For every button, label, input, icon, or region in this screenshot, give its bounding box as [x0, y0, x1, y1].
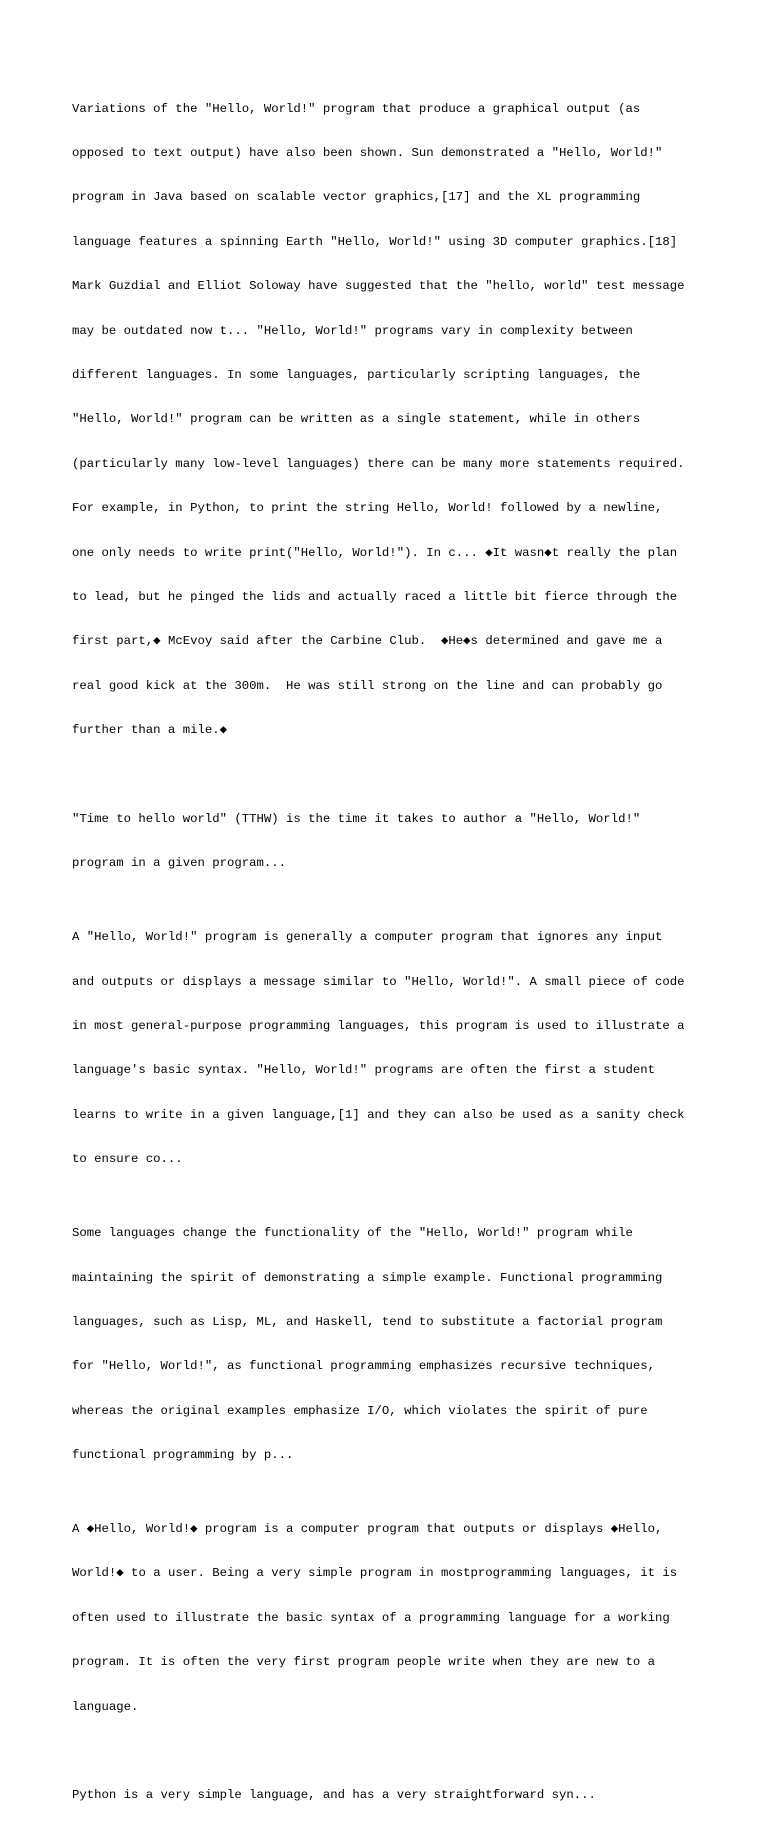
paragraph-python	[72, 1759, 712, 1833]
text-line: whereas the original examples emphasize I/O, which violates the spirit of pure	[72, 1403, 648, 1418]
text-line: to lead, but he pinged the lids and actually raced a little bit fierce through the	[72, 589, 678, 604]
text-line: different languages. In some languages, particularly scripting languages, the	[72, 367, 641, 382]
text-line: (particularly many low-level languages) there can be many more statements required.	[72, 456, 685, 471]
text-line: program in Java based on scalable vector graphics,[17] and the XL programming	[72, 190, 641, 205]
text-line: and outputs or displays a message similar to "Hello, World!". A small piece of code	[72, 974, 685, 989]
text-line: further than a mile.◆	[72, 723, 227, 738]
paragraph-gap	[72, 1744, 712, 1759]
text-line: language's basic syntax. "Hello, World!" programs are often the first a student	[72, 1063, 655, 1078]
text-line: language.	[72, 1699, 139, 1714]
text-line: one only needs to write print("Hello, World!"). In c... ◆It wasn◆t really the plan	[72, 545, 678, 560]
paragraph-gap	[72, 767, 712, 782]
paragraph-functional-languages	[72, 1197, 712, 1493]
text-line: opposed to text output) have also been shown. Sun demonstrated a "Hello, World!"	[72, 145, 663, 160]
paragraph-hello-world-definition	[72, 901, 712, 1197]
text-line: functional programming by p...	[72, 1448, 294, 1463]
text-line: Mark Guzdial and Elliot Soloway have suggested that the "hello, world" test message	[72, 279, 685, 294]
text-line: For example, in Python, to print the string Hello, World! followed by a newline,	[72, 501, 663, 516]
paragraph-graphical-variations	[72, 72, 712, 767]
text-line: language features a spinning Earth "Hello, World!" using 3D computer graphics.[18]	[72, 234, 678, 249]
text-line: may be outdated now t... "Hello, World!" programs vary in complexity between	[72, 323, 633, 338]
text-line: to ensure co...	[72, 1152, 183, 1167]
text-line: languages, such as Lisp, ML, and Haskell, tend to substitute a factorial program	[72, 1314, 663, 1329]
text-line: program. It is often the very first program people write when they are new to a	[72, 1655, 655, 1670]
text-line: "Hello, World!" program can be written as a single statement, while in others	[72, 412, 641, 427]
text-line: "Time to hello world" (TTHW) is the time it takes to author a "Hello, World!"	[72, 811, 641, 826]
text-line: program in a given program...	[72, 856, 287, 871]
document-page	[72, 72, 712, 1833]
text-line: in most general-purpose programming languages, this program is used to illustrate a	[72, 1019, 685, 1033]
text-line: World!◆ to a user. Being a very simple program in mostprogramming languages, it is	[72, 1566, 678, 1581]
paragraph-tthw	[72, 782, 712, 900]
text-line: learns to write in a given language,[1] and they can also be used as a sanity check	[72, 1107, 685, 1122]
text-line: Variations of the "Hello, World!" program that produce a graphical output (as	[72, 101, 641, 116]
text-line: for "Hello, World!", as functional programming emphasizes recursive techniques,	[72, 1359, 655, 1374]
text-line: first part,◆ McEvoy said after the Carbine Club. ◆He◆s determined and gave me a	[72, 634, 663, 649]
paragraph-simple-program	[72, 1493, 712, 1745]
text-line: A ◆Hello, World!◆ program is a computer program that outputs or displays ◆Hello,	[72, 1522, 663, 1537]
text-line: maintaining the spirit of demonstrating a simple example. Functional programming	[72, 1270, 663, 1285]
text-line: Some languages change the functionality of the "Hello, World!" program while	[72, 1226, 633, 1241]
text-line: A "Hello, World!" program is generally a computer program that ignores any input	[72, 930, 663, 945]
text-line: Python is a very simple language, and has a very straightforward syn...	[72, 1788, 596, 1803]
text-line: often used to illustrate the basic syntax of a programming language for a working	[72, 1610, 670, 1625]
text-line: real good kick at the 300m. He was still strong on the line and can probably go	[72, 678, 663, 693]
